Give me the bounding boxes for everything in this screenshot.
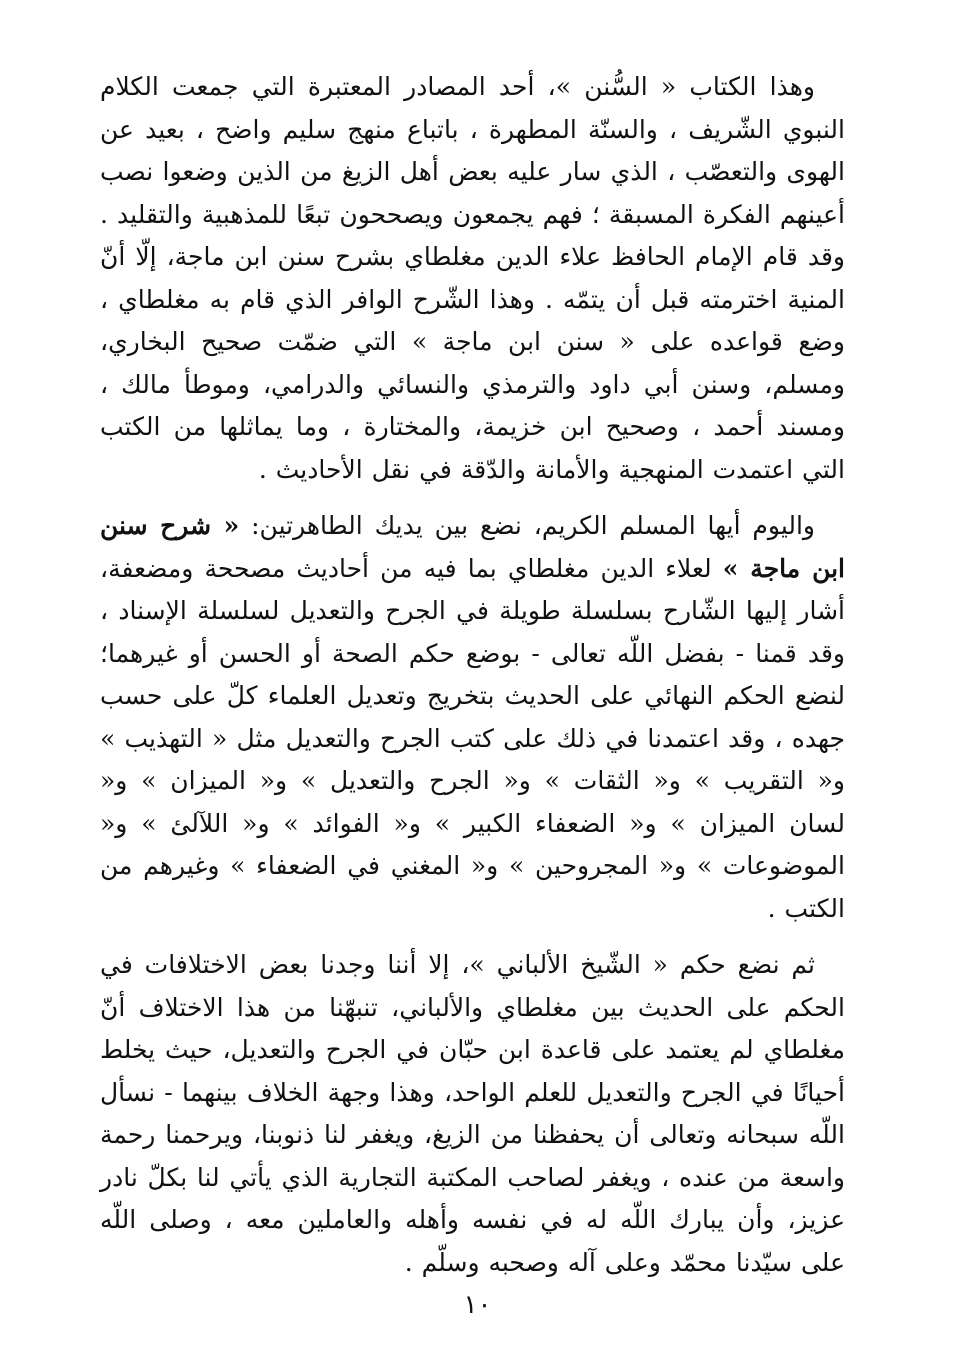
paragraph-book-description-intro: واليوم أيها المسلم الكريم، نضع بين يديك الطاهرتين:	[239, 511, 815, 540]
book-title: « شرح سنن ابن ماجة »	[100, 511, 845, 583]
page-body	[100, 66, 845, 1284]
paragraph-introduction-text: وهذا الكتاب « السُّنن »، أحد المصادر المعتبرة التي جمعت الكلام النبوي الشّريف ، والسنّة المطهرة ، باتباع منهج سليم واضح ، بعيد عن الهوى والتعصّب ، الذي سار عليه بعض أهل الزيغ من الذين وضعوا نصب أعينهم الفكرة المسبقة ؛ فهم يجمعون ويصححون تبعًا للمذهبية والتقليد . وقد قام الإمام الحافظ علاء الدين مغلطاي بشرح سنن ابن ماجة، إلّا أنّ المنية اخترمته قبل أن يتمّه . وهذا الشّرح الوافر الذي قام به مغلطاي ، وضع قواعده على « سنن ابن ماجة » التي ضمّت صحيح البخاري، ومسلم، وسنن أبي داود والترمذي والنسائي والدرامي، وموطأ مالك ، ومسند أحمد ، وصحيح ابن خزيمة، والمختارة ، وما يماثلها من الكتب التي اعتمدت المنهجية والأمانة والدّقة في نقل الأحاديث .	[100, 72, 845, 484]
paragraph-albani-judgement	[100, 944, 845, 1284]
paragraph-book-description-rest: لعلاء الدين مغلطاي بما فيه من أحاديث مصححة ومضعفة، أشار إليها الشّارح بسلسلة طويلة في الجرح والتعديل لسلسلة الإسناد ، وقد قمنا - بفضل اللّه تعالى - بوضع حكم الصحة أو الحسن أو غيرهما؛ لنضع الحكم النهائي على الحديث بتخريج وتعديل العلماء كلّ على حسب جهده ، وقد اعتمدنا في ذلك على كتب الجرح والتعديل مثل « التهذيب » و« التقريب » و« الثقات » و« الجرح والتعديل » و« الميزان » و« لسان الميزان » و« الضعفاء الكبير » و« الفوائد » و« اللآلئ » و« الموضوعات » و« المجروحين » و« المغني في الضعفاء » وغيرهم من الكتب .	[100, 553, 845, 923]
paragraph-book-description	[100, 505, 845, 930]
paragraph-albani-judgement-text: ثم نضع حكم « الشّيخ الألباني »، إلا أننا وجدنا بعض الاختلافات في الحكم على الحديث بين مغلطاي والألباني، تنبهّنا من هذا الاختلاف أنّ مغلطاي لم يعتمد على قاعدة ابن حبّان في الجرح والتعديل، حيث يخلط أحيانًا في الجرح والتعديل للعلم الواحد، وهذا وجهة الخلاف بينهما - نسأل اللّه سبحانه وتعالى أن يحفظنا من الزيغ، ويغفر لنا ذنوبنا، ويرحمنا رحمة واسعة من عنده ، ويغفر لصاحب المكتبة التجارية الذي يأتي لنا بكلّ نادر عزيز، وأن يبارك اللّه له في نفسه وأهله والعاملين معه ، وصلى اللّه على سيّدنا محمّد وعلى آله وصحبه وسلّم .	[100, 950, 845, 1277]
page-number: ١٠	[463, 1290, 492, 1320]
paragraph-introduction	[100, 66, 845, 491]
